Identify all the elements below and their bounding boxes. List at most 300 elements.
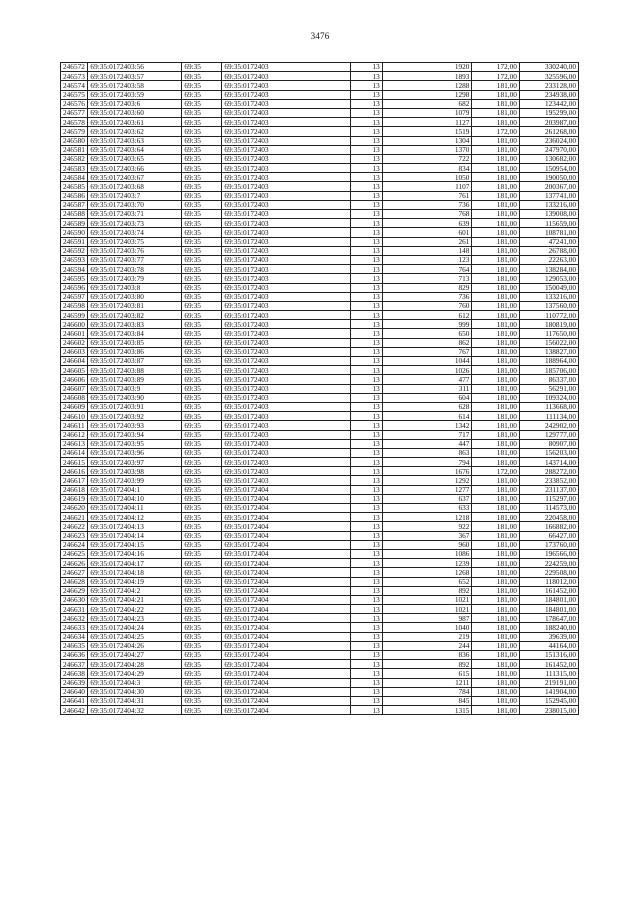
category-code-cell: 13 [351, 265, 383, 274]
table-row [61, 136, 579, 145]
cadastral-district-cell: 69:35 [182, 568, 222, 577]
cadastral-district-cell: 69:35 [182, 145, 222, 154]
specific-value-cell: 181,00 [472, 329, 519, 338]
category-code-cell: 13 [351, 549, 383, 558]
area-cell: 1277 [382, 485, 472, 494]
cadastral-value-cell: 196566,00 [519, 549, 578, 558]
cadastral-value-cell: 161452,00 [519, 660, 578, 669]
row-number-cell: 246638 [61, 669, 88, 678]
category-code-cell: 13 [351, 513, 383, 522]
cadastral-number-cell: 69:35:0172403:68 [88, 182, 182, 191]
category-code-cell: 13 [351, 136, 383, 145]
category-code-cell: 13 [351, 504, 383, 513]
cadastral-value-cell: 80907,00 [519, 439, 578, 448]
row-number-cell: 246572 [61, 63, 88, 72]
row-number-cell: 246632 [61, 614, 88, 623]
cadastral-district-cell: 69:35 [182, 632, 222, 641]
specific-value-cell: 181,00 [472, 118, 519, 127]
specific-value-cell: 181,00 [472, 320, 519, 329]
cadastral-district-cell: 69:35 [182, 173, 222, 182]
specific-value-cell: 181,00 [472, 696, 519, 705]
table-row [61, 522, 579, 531]
cadastral-value-cell: 233852,00 [519, 476, 578, 485]
area-cell: 736 [382, 292, 472, 301]
page-number: 3476 [310, 31, 330, 41]
cadastral-value-cell: 137560,00 [519, 301, 578, 310]
table-row [61, 402, 579, 411]
area-cell: 794 [382, 458, 472, 467]
row-number-cell: 246618 [61, 485, 88, 494]
cadastral-district-cell: 69:35 [182, 99, 222, 108]
specific-value-cell: 181,00 [472, 136, 519, 145]
cadastral-number-cell: 69:35:0172404:10 [88, 494, 182, 503]
specific-value-cell: 181,00 [472, 494, 519, 503]
cadastral-number-cell: 69:35:0172403:98 [88, 467, 182, 476]
specific-value-cell: 181,00 [472, 255, 519, 264]
table-row [61, 559, 579, 568]
specific-value-cell: 181,00 [472, 549, 519, 558]
cadastral-quarter-cell: 69:35:0172403 [222, 265, 351, 274]
table-row [61, 641, 579, 650]
table-row [61, 430, 579, 439]
cadastral-value-cell: 138284,00 [519, 265, 578, 274]
row-number-cell: 246582 [61, 154, 88, 163]
cadastral-quarter-cell: 69:35:0172403 [222, 255, 351, 264]
cadastral-district-cell: 69:35 [182, 164, 222, 173]
cadastral-quarter-cell: 69:35:0172403 [222, 136, 351, 145]
cadastral-value-cell: 234938,00 [519, 90, 578, 99]
table-row [61, 687, 579, 696]
cadastral-number-cell: 69:35:0172403:83 [88, 320, 182, 329]
specific-value-cell: 181,00 [472, 531, 519, 540]
cadastral-number-cell: 69:35:0172404:18 [88, 568, 182, 577]
row-number-cell: 246609 [61, 402, 88, 411]
cadastral-number-cell: 69:35:0172403:58 [88, 81, 182, 90]
table-row [61, 265, 579, 274]
row-number-cell: 246623 [61, 531, 88, 540]
area-cell: 652 [382, 577, 472, 586]
area-cell: 447 [382, 439, 472, 448]
cadastral-number-cell: 69:35:0172404:27 [88, 651, 182, 660]
specific-value-cell: 181,00 [472, 274, 519, 283]
cadastral-district-cell: 69:35 [182, 706, 222, 715]
cadastral-value-cell: 247970,00 [519, 145, 578, 154]
cadastral-quarter-cell: 69:35:0172403 [222, 393, 351, 402]
cadastral-value-cell: 151316,00 [519, 651, 578, 660]
specific-value-cell: 172,00 [472, 72, 519, 81]
cadastral-value-cell: 203987,00 [519, 118, 578, 127]
specific-value-cell: 181,00 [472, 458, 519, 467]
cadastral-quarter-cell: 69:35:0172403 [222, 246, 351, 255]
category-code-cell: 13 [351, 623, 383, 632]
cadastral-value-cell: 47241,00 [519, 237, 578, 246]
cadastral-value-cell: 156022,00 [519, 338, 578, 347]
cadastral-number-cell: 69:35:0172403:97 [88, 458, 182, 467]
cadastral-district-cell: 69:35 [182, 320, 222, 329]
row-number-cell: 246614 [61, 448, 88, 457]
cadastral-value-cell: 180819,00 [519, 320, 578, 329]
cadastral-quarter-cell: 69:35:0172404 [222, 623, 351, 632]
specific-value-cell: 181,00 [472, 439, 519, 448]
cadastral-district-cell: 69:35 [182, 586, 222, 595]
cadastral-quarter-cell: 69:35:0172404 [222, 706, 351, 715]
category-code-cell: 13 [351, 228, 383, 237]
specific-value-cell: 181,00 [472, 81, 519, 90]
category-code-cell: 13 [351, 485, 383, 494]
cadastral-district-cell: 69:35 [182, 669, 222, 678]
row-number-cell: 246599 [61, 311, 88, 320]
category-code-cell: 13 [351, 72, 383, 81]
table-row [61, 494, 579, 503]
cadastral-district-cell: 69:35 [182, 228, 222, 237]
cadastral-quarter-cell: 69:35:0172403 [222, 458, 351, 467]
row-number-cell: 246589 [61, 219, 88, 228]
cadastral-value-cell: 325596,00 [519, 72, 578, 81]
category-code-cell: 13 [351, 586, 383, 595]
category-code-cell: 13 [351, 706, 383, 715]
cadastral-district-cell: 69:35 [182, 678, 222, 687]
area-cell: 784 [382, 687, 472, 696]
area-cell: 123 [382, 255, 472, 264]
cadastral-quarter-cell: 69:35:0172403 [222, 338, 351, 347]
category-code-cell: 13 [351, 81, 383, 90]
table-row [61, 568, 579, 577]
cadastral-quarter-cell: 69:35:0172403 [222, 63, 351, 72]
table-row [61, 99, 579, 108]
cadastral-quarter-cell: 69:35:0172403 [222, 274, 351, 283]
cadastral-quarter-cell: 69:35:0172404 [222, 531, 351, 540]
cadastral-number-cell: 69:35:0172403:59 [88, 90, 182, 99]
cadastral-district-cell: 69:35 [182, 246, 222, 255]
cadastral-number-cell: 69:35:0172403:61 [88, 118, 182, 127]
area-cell: 261 [382, 237, 472, 246]
cadastral-quarter-cell: 69:35:0172403 [222, 200, 351, 209]
row-number-cell: 246629 [61, 586, 88, 595]
cadastral-quarter-cell: 69:35:0172403 [222, 292, 351, 301]
cadastral-value-cell: 139008,00 [519, 210, 578, 219]
table-row [61, 145, 579, 154]
cadastral-value-cell: 137741,00 [519, 191, 578, 200]
cadastral-quarter-cell: 69:35:0172403 [222, 301, 351, 310]
category-code-cell: 13 [351, 568, 383, 577]
area-cell: 1021 [382, 605, 472, 614]
area-cell: 1893 [382, 72, 472, 81]
cadastral-district-cell: 69:35 [182, 513, 222, 522]
area-cell: 764 [382, 265, 472, 274]
cadastral-district-cell: 69:35 [182, 255, 222, 264]
cadastral-district-cell: 69:35 [182, 357, 222, 366]
specific-value-cell: 181,00 [472, 577, 519, 586]
cadastral-number-cell: 69:35:0172404:16 [88, 549, 182, 558]
category-code-cell: 13 [351, 283, 383, 292]
category-code-cell: 13 [351, 439, 383, 448]
category-code-cell: 13 [351, 669, 383, 678]
row-number-cell: 246621 [61, 513, 88, 522]
area-cell: 1040 [382, 623, 472, 632]
area-cell: 1050 [382, 173, 472, 182]
specific-value-cell: 172,00 [472, 63, 519, 72]
area-cell: 862 [382, 338, 472, 347]
table-row [61, 127, 579, 136]
cadastral-quarter-cell: 69:35:0172404 [222, 595, 351, 604]
row-number-cell: 246605 [61, 366, 88, 375]
cadastral-value-cell: 138827,00 [519, 347, 578, 356]
cadastral-number-cell: 69:35:0172404:30 [88, 687, 182, 696]
row-number-cell: 246604 [61, 357, 88, 366]
specific-value-cell: 181,00 [472, 210, 519, 219]
table-row [61, 255, 579, 264]
cadastral-number-cell: 69:35:0172403:71 [88, 210, 182, 219]
cadastral-number-cell: 69:35:0172403:67 [88, 173, 182, 182]
cadastral-number-cell: 69:35:0172403:7 [88, 191, 182, 200]
cadastral-number-cell: 69:35:0172403:95 [88, 439, 182, 448]
cadastral-district-cell: 69:35 [182, 283, 222, 292]
cadastral-district-cell: 69:35 [182, 577, 222, 586]
row-number-cell: 246607 [61, 384, 88, 393]
cadastral-district-cell: 69:35 [182, 182, 222, 191]
area-cell: 863 [382, 448, 472, 457]
category-code-cell: 13 [351, 108, 383, 117]
specific-value-cell: 181,00 [472, 366, 519, 375]
area-cell: 219 [382, 632, 472, 641]
cadastral-district-cell: 69:35 [182, 338, 222, 347]
specific-value-cell: 181,00 [472, 412, 519, 421]
cadastral-quarter-cell: 69:35:0172403 [222, 237, 351, 246]
category-code-cell: 13 [351, 292, 383, 301]
cadastral-number-cell: 69:35:0172403:57 [88, 72, 182, 81]
specific-value-cell: 181,00 [472, 301, 519, 310]
cadastral-number-cell: 69:35:0172404:26 [88, 641, 182, 650]
cadastral-number-cell: 69:35:0172403:93 [88, 421, 182, 430]
specific-value-cell: 181,00 [472, 228, 519, 237]
row-number-cell: 246586 [61, 191, 88, 200]
cadastral-number-cell: 69:35:0172403:63 [88, 136, 182, 145]
row-number-cell: 246576 [61, 99, 88, 108]
cadastral-number-cell: 69:35:0172403:64 [88, 145, 182, 154]
table-row [61, 63, 579, 72]
cadastral-quarter-cell: 69:35:0172403 [222, 357, 351, 366]
category-code-cell: 13 [351, 63, 383, 72]
cadastral-value-cell: 66427,00 [519, 531, 578, 540]
area-cell: 1519 [382, 127, 472, 136]
cadastral-quarter-cell: 69:35:0172404 [222, 504, 351, 513]
row-number-cell: 246600 [61, 320, 88, 329]
cadastral-value-cell: 115297,00 [519, 494, 578, 503]
cadastral-quarter-cell: 69:35:0172403 [222, 421, 351, 430]
category-code-cell: 13 [351, 559, 383, 568]
cadastral-number-cell: 69:35:0172403:66 [88, 164, 182, 173]
cadastral-number-cell: 69:35:0172403:92 [88, 412, 182, 421]
specific-value-cell: 181,00 [472, 108, 519, 117]
row-number-cell: 246620 [61, 504, 88, 513]
cadastral-quarter-cell: 69:35:0172403 [222, 90, 351, 99]
table-row [61, 458, 579, 467]
cadastral-district-cell: 69:35 [182, 311, 222, 320]
row-number-cell: 246595 [61, 274, 88, 283]
category-code-cell: 13 [351, 467, 383, 476]
table-row [61, 678, 579, 687]
area-cell: 1044 [382, 357, 472, 366]
cadastral-value-cell: 133216,00 [519, 200, 578, 209]
cadastral-value-cell: 26788,00 [519, 246, 578, 255]
cadastral-value-cell: 188240,00 [519, 623, 578, 632]
cadastral-quarter-cell: 69:35:0172403 [222, 219, 351, 228]
cadastral-number-cell: 69:35:0172403:73 [88, 219, 182, 228]
row-number-cell: 246617 [61, 476, 88, 485]
category-code-cell: 13 [351, 145, 383, 154]
row-number-cell: 246610 [61, 412, 88, 421]
row-number-cell: 246631 [61, 605, 88, 614]
cadastral-quarter-cell: 69:35:0172403 [222, 448, 351, 457]
area-cell: 713 [382, 274, 472, 283]
cadastral-number-cell: 69:35:0172404:22 [88, 605, 182, 614]
specific-value-cell: 181,00 [472, 375, 519, 384]
cadastral-value-table [60, 62, 579, 715]
cadastral-quarter-cell: 69:35:0172404 [222, 651, 351, 660]
table-row [61, 329, 579, 338]
area-cell: 1292 [382, 476, 472, 485]
cadastral-district-cell: 69:35 [182, 200, 222, 209]
table-row [61, 439, 579, 448]
cadastral-value-cell: 22263,00 [519, 255, 578, 264]
cadastral-quarter-cell: 69:35:0172403 [222, 145, 351, 154]
category-code-cell: 13 [351, 366, 383, 375]
specific-value-cell: 181,00 [472, 338, 519, 347]
area-cell: 1370 [382, 145, 472, 154]
cadastral-district-cell: 69:35 [182, 118, 222, 127]
cadastral-value-cell: 130682,00 [519, 154, 578, 163]
row-number-cell: 246630 [61, 595, 88, 604]
cadastral-number-cell: 69:35:0172403:56 [88, 63, 182, 72]
area-cell: 1239 [382, 559, 472, 568]
cadastral-number-cell: 69:35:0172403:82 [88, 311, 182, 320]
specific-value-cell: 181,00 [472, 706, 519, 715]
cadastral-district-cell: 69:35 [182, 540, 222, 549]
cadastral-value-cell: 44164,00 [519, 641, 578, 650]
cadastral-value-cell: 152945,00 [519, 696, 578, 705]
cadastral-quarter-cell: 69:35:0172403 [222, 108, 351, 117]
cadastral-district-cell: 69:35 [182, 660, 222, 669]
cadastral-number-cell: 69:35:0172404:3 [88, 678, 182, 687]
cadastral-district-cell: 69:35 [182, 605, 222, 614]
table-row [61, 228, 579, 237]
cadastral-value-cell: 200367,00 [519, 182, 578, 191]
category-code-cell: 13 [351, 476, 383, 485]
cadastral-value-cell: 188964,00 [519, 357, 578, 366]
row-number-cell: 246580 [61, 136, 88, 145]
row-number-cell: 246626 [61, 559, 88, 568]
category-code-cell: 13 [351, 347, 383, 356]
area-cell: 1218 [382, 513, 472, 522]
area-cell: 1268 [382, 568, 472, 577]
specific-value-cell: 181,00 [472, 265, 519, 274]
row-number-cell: 246625 [61, 549, 88, 558]
cadastral-quarter-cell: 69:35:0172404 [222, 669, 351, 678]
row-number-cell: 246622 [61, 522, 88, 531]
specific-value-cell: 181,00 [472, 200, 519, 209]
table-row [61, 504, 579, 513]
area-cell: 601 [382, 228, 472, 237]
cadastral-number-cell: 69:35:0172404:28 [88, 660, 182, 669]
cadastral-value-cell: 115659,00 [519, 219, 578, 228]
row-number-cell: 246577 [61, 108, 88, 117]
cadastral-quarter-cell: 69:35:0172403 [222, 467, 351, 476]
table-row [61, 108, 579, 117]
area-cell: 722 [382, 154, 472, 163]
area-cell: 614 [382, 412, 472, 421]
cadastral-district-cell: 69:35 [182, 219, 222, 228]
cadastral-quarter-cell: 69:35:0172403 [222, 191, 351, 200]
table-row [61, 274, 579, 283]
category-code-cell: 13 [351, 393, 383, 402]
table-row [61, 72, 579, 81]
cadastral-value-cell: 141904,00 [519, 687, 578, 696]
table-row [61, 210, 579, 219]
cadastral-district-cell: 69:35 [182, 421, 222, 430]
cadastral-value-cell: 133216,00 [519, 292, 578, 301]
cadastral-number-cell: 69:35:0172403:91 [88, 402, 182, 411]
cadastral-quarter-cell: 69:35:0172403 [222, 173, 351, 182]
area-cell: 760 [382, 301, 472, 310]
row-number-cell: 246574 [61, 81, 88, 90]
cadastral-district-cell: 69:35 [182, 108, 222, 117]
cadastral-number-cell: 69:35:0172403:89 [88, 375, 182, 384]
area-cell: 1107 [382, 182, 472, 191]
cadastral-number-cell: 69:35:0172404:32 [88, 706, 182, 715]
table-row [61, 467, 579, 476]
cadastral-quarter-cell: 69:35:0172404 [222, 568, 351, 577]
table-row [61, 81, 579, 90]
area-cell: 650 [382, 329, 472, 338]
cadastral-district-cell: 69:35 [182, 81, 222, 90]
row-number-cell: 246627 [61, 568, 88, 577]
specific-value-cell: 181,00 [472, 311, 519, 320]
cadastral-value-cell: 184801,00 [519, 595, 578, 604]
cadastral-value-cell: 56291,00 [519, 384, 578, 393]
table-row [61, 292, 579, 301]
area-cell: 892 [382, 660, 472, 669]
cadastral-number-cell: 69:35:0172403:76 [88, 246, 182, 255]
category-code-cell: 13 [351, 329, 383, 338]
cadastral-quarter-cell: 69:35:0172403 [222, 283, 351, 292]
category-code-cell: 13 [351, 338, 383, 347]
cadastral-number-cell: 69:35:0172404:14 [88, 531, 182, 540]
cadastral-quarter-cell: 69:35:0172404 [222, 605, 351, 614]
category-code-cell: 13 [351, 421, 383, 430]
cadastral-value-cell: 242902,00 [519, 421, 578, 430]
cadastral-number-cell: 69:35:0172403:75 [88, 237, 182, 246]
cadastral-number-cell: 69:35:0172403:84 [88, 329, 182, 338]
cadastral-quarter-cell: 69:35:0172403 [222, 476, 351, 485]
table-row [61, 200, 579, 209]
area-cell: 1086 [382, 549, 472, 558]
area-cell: 761 [382, 191, 472, 200]
row-number-cell: 246593 [61, 255, 88, 264]
row-number-cell: 246641 [61, 696, 88, 705]
category-code-cell: 13 [351, 182, 383, 191]
table-row [61, 375, 579, 384]
cadastral-value-cell: 261268,00 [519, 127, 578, 136]
cadastral-quarter-cell: 69:35:0172404 [222, 513, 351, 522]
area-cell: 628 [382, 402, 472, 411]
table-row [61, 595, 579, 604]
specific-value-cell: 181,00 [472, 651, 519, 660]
row-number-cell: 246597 [61, 292, 88, 301]
cadastral-district-cell: 69:35 [182, 210, 222, 219]
specific-value-cell: 181,00 [472, 154, 519, 163]
cadastral-number-cell: 69:35:0172404:21 [88, 595, 182, 604]
cadastral-value-cell: 195299,00 [519, 108, 578, 117]
